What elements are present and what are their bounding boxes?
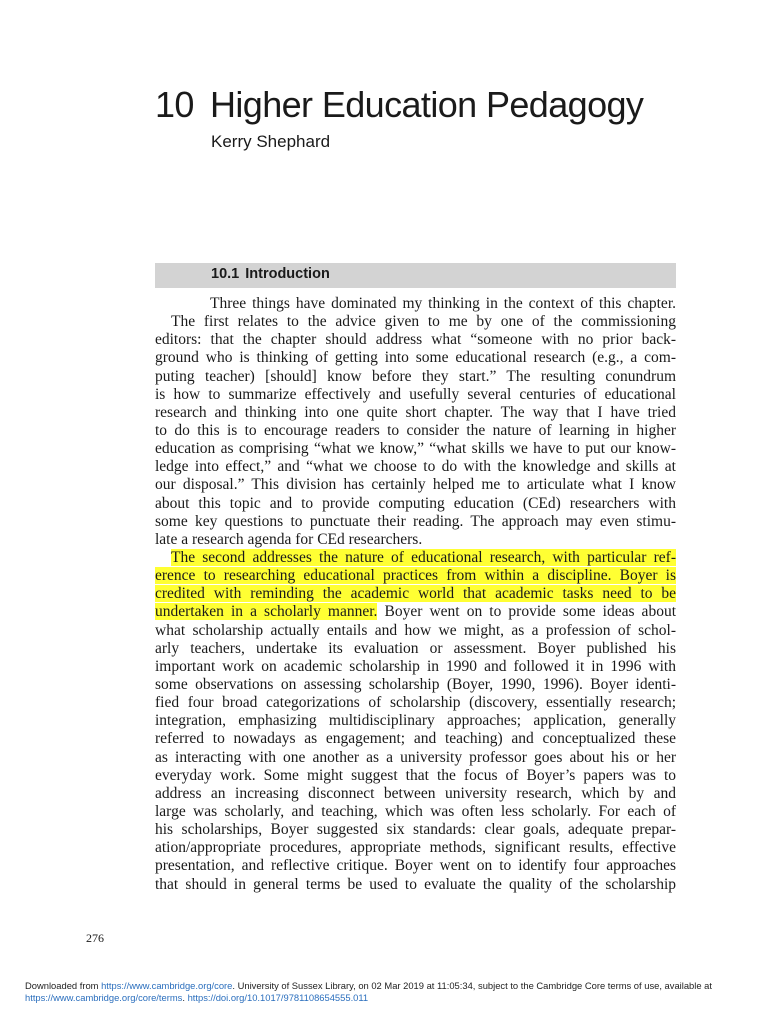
text-line (155, 368, 676, 386)
text-line (155, 513, 676, 531)
highlighted-text: undertaken in a scholarly manner. (155, 603, 378, 621)
text-line (155, 658, 676, 676)
text-line (155, 458, 676, 476)
highlighted-text: The second addresses the nature of educational research, with particular ref- (171, 548, 676, 566)
text-line (155, 730, 676, 748)
text-span: Three things have dominated my thinking in the context of this chapter. (210, 295, 676, 312)
chapter-title-text: Higher Education Pedagogy (210, 84, 644, 125)
chapter-author: Kerry Shephard (211, 132, 331, 151)
section-heading (211, 266, 330, 282)
body-text (155, 295, 676, 894)
text-span: to do this is to encourage readers to consider the nature of learning in higher (155, 421, 676, 439)
section-number: 10.1 (211, 266, 240, 282)
text-span: Boyer went on to provide some ideas about (377, 603, 676, 621)
text-line (155, 821, 676, 839)
doi-link[interactable]: https://doi.org/10.1017/9781108654555.011 (187, 992, 369, 1003)
text-span: some key questions to punctuate their reading. The approach may even stimu- (155, 512, 676, 530)
text-line (155, 876, 676, 894)
footer-middle: . University of Sussex Library, on 02 Mar 2019 at 11:05:34, subject to the Cambridge Core terms of use, available at (232, 980, 712, 991)
text-span: integration, emphasizing multidisciplinary approaches; application, generally (155, 712, 676, 730)
text-line (155, 803, 676, 821)
highlighted-text: credited with reminding the academic world that academic tasks need to be (155, 585, 676, 603)
text-span: education as comprising “what we know,” “what skills we have to put our know- (155, 440, 676, 458)
terms-link[interactable]: https://www.cambridge.org/core/terms (25, 992, 183, 1003)
paragraph-2 (155, 549, 676, 894)
text-line (155, 331, 676, 349)
text-span: that should in general terms be used to evaluate the quality of the scholarship (155, 875, 676, 893)
footer-line-2 (25, 992, 745, 1004)
text-line (155, 640, 676, 658)
page-number: 276 (86, 931, 104, 945)
text-span: research and thinking into one quite short chapter. The way that I have tried (155, 403, 676, 421)
text-span: address an increasing disconnect between university research, which by and (155, 784, 676, 802)
text-span: ledge into effect,” and “what we choose to do with the knowledge and skills at (155, 458, 676, 476)
text-span: is how to summarize effectively and usefully several centuries of educational (155, 385, 676, 403)
text-span: arly teachers, undertake its evaluation or assessment. Boyer published his (155, 639, 676, 657)
text-line (155, 603, 676, 621)
text-span: what scholarship actually entails and how we might, as a profession of schol- (155, 621, 676, 639)
text-span: ground who is thinking of getting into some educational research (e.g., a com- (155, 349, 676, 367)
text-span: some observations on assessing scholarship (Boyer, 1990, 1996). Boyer identi- (155, 675, 676, 693)
paragraph-1 (155, 295, 676, 549)
text-line (155, 440, 676, 458)
text-line (155, 712, 676, 730)
footer-line-1 (25, 980, 745, 992)
text-line (155, 767, 676, 785)
text-line (155, 495, 676, 513)
text-line (155, 749, 676, 767)
chapter-title (155, 84, 643, 126)
core-link[interactable]: https://www.cambridge.org/core (101, 980, 233, 991)
highlighted-text: erence to researching educational practices from within a discipline. Boyer is (155, 567, 676, 585)
text-span: late a research agenda for CEd researchers. (155, 530, 423, 548)
text-line (155, 404, 676, 422)
text-span: large was scholarly, and teaching, which was often less scholarly. For each of (155, 802, 676, 820)
text-span: puting teacher) [should] know before they start.” The resulting conundrum (155, 367, 676, 385)
text-span: editors: that the chapter should address what “someone with no prior back- (155, 331, 676, 349)
text-span: referred to nowadays as engagement; and teaching) and conceptualized these (155, 730, 676, 748)
text-line (155, 676, 676, 694)
text-line (155, 422, 676, 440)
text-span: his scholarships, Boyer suggested six standards: clear goals, adequate prepar- (155, 821, 676, 839)
text-line (155, 349, 676, 367)
text-line (155, 549, 676, 567)
text-line (155, 857, 676, 875)
text-line (155, 531, 676, 549)
chapter-number: 10 (155, 84, 194, 125)
text-line (155, 386, 676, 404)
text-span: everyday work. Some might suggest that the focus of Boyer’s papers was to (155, 766, 676, 784)
text-span: The first relates to the advice given to me by one of the commissioning (171, 313, 676, 331)
text-span: about this topic and to provide computing education (CEd) researchers with (155, 494, 676, 512)
text-span: presentation, and reflective critique. Boyer went on to identify four approaches (155, 857, 676, 875)
text-span: important work on academic scholarship in 1990 and followed it in 1996 with (155, 657, 676, 675)
footer-prefix: Downloaded from (25, 980, 102, 991)
text-span: as interacting with one another as a university professor goes about his or her (155, 748, 676, 766)
text-span: ation/appropriate procedures, appropriate methods, significant results, effective (155, 839, 676, 857)
text-span: our disposal.” This division has certainly helped me to articulate what I know (155, 476, 676, 494)
text-line (155, 694, 676, 712)
text-line (155, 585, 676, 603)
text-line (155, 313, 676, 331)
text-line (155, 839, 676, 857)
section-title: Introduction (245, 266, 330, 282)
text-line (155, 785, 676, 803)
text-line (155, 295, 676, 313)
text-span: fied four broad categorizations of scholarship (discovery, essentially research; (155, 694, 676, 712)
download-footer (25, 980, 745, 1004)
footer-separator: . (182, 992, 188, 1003)
text-line (155, 567, 676, 585)
text-line (155, 476, 676, 494)
text-line (155, 622, 676, 640)
section-heading-bar (155, 263, 676, 288)
